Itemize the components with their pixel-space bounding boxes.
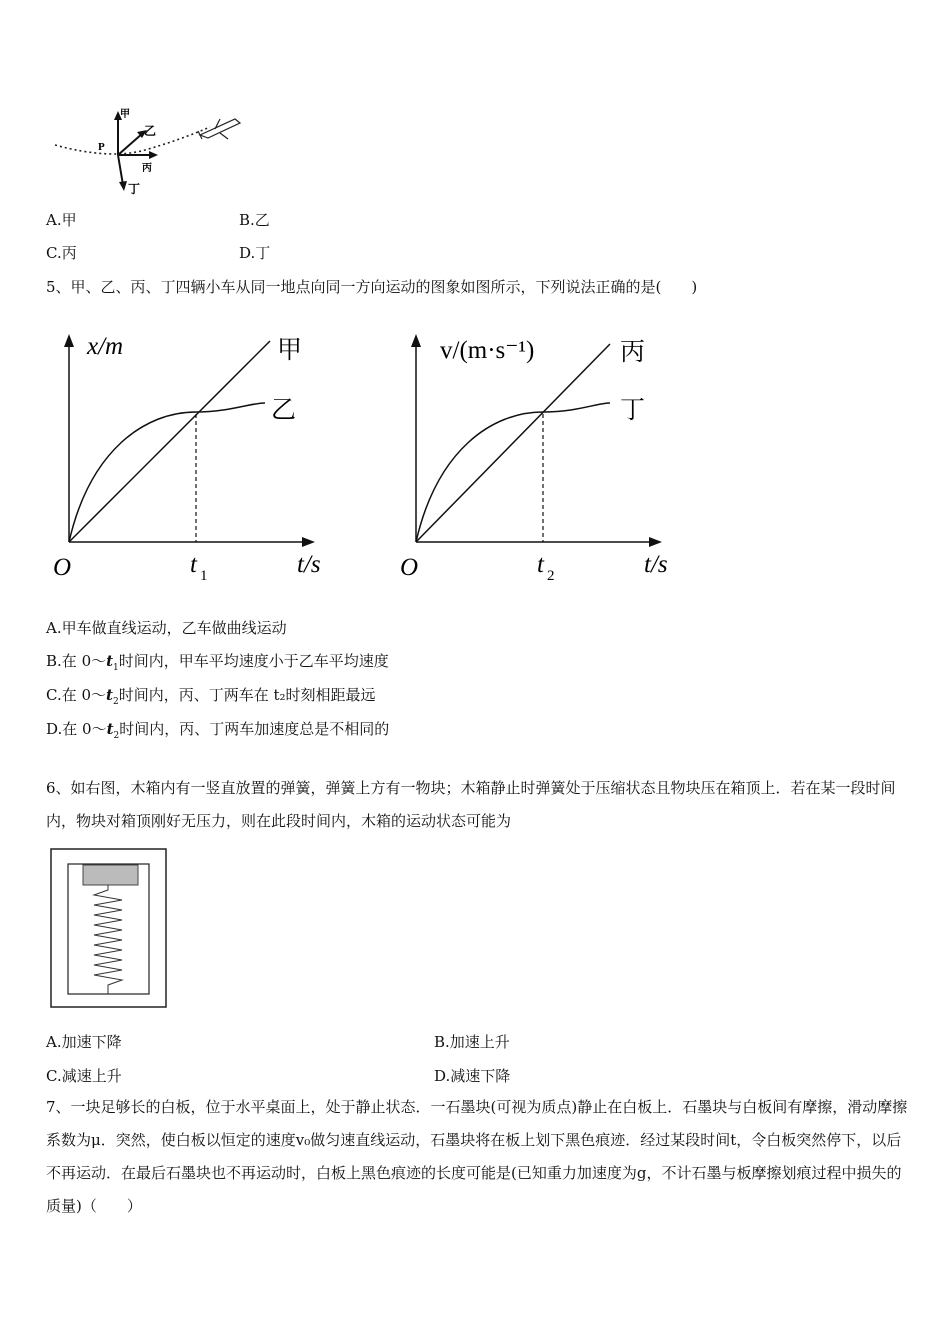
svg-text:t: t — [537, 551, 544, 578]
trajectory-curve — [55, 127, 210, 154]
svg-text:t: t — [190, 551, 197, 578]
svg-text:丙: 丙 — [142, 163, 152, 174]
q5-graph-vt — [392, 330, 692, 590]
q7-stem: 7、一块足够长的白板，位于水平桌面上，处于静止状态．一石墨块(可视为质点)静止在白板上．石墨块与白板间有摩擦，滑动摩擦系数为μ．突然，使白板以恒定的速度v₀做匀速直线运动，石墨块将在板上划下黑色痕迹．经过某段时间t，令白板突然停下，以后不再运动．在最后石墨块也不再运动时，白板上黑色痕迹的长度可能是(已知重力加速度为g，不计石墨与板摩擦划痕过程中损失的质量)（ ） — [46, 1098, 908, 1215]
q6-box-spring-figure — [50, 848, 168, 1010]
block — [83, 865, 138, 885]
svg-text:丙: 丙 — [620, 339, 646, 366]
q4-option-c[interactable]: C.丙 — [46, 244, 77, 262]
svg-text:2: 2 — [547, 568, 555, 584]
aircraft-icon — [198, 119, 240, 139]
spring — [94, 885, 122, 994]
q4-option-a[interactable]: A.甲 — [46, 211, 77, 229]
q4-option-b[interactable]: B.乙 — [239, 211, 270, 229]
svg-text:甲: 甲 — [277, 337, 303, 364]
q6-option-b[interactable]: B.加速上升 — [434, 1033, 510, 1051]
svg-text:甲: 甲 — [120, 109, 130, 120]
curve-yi — [69, 403, 265, 542]
svg-text:v/(m·s⁻¹): v/(m·s⁻¹) — [440, 337, 535, 364]
svg-text:t/s: t/s — [644, 551, 668, 578]
line-bing — [416, 344, 610, 542]
q5-option-a[interactable]: A.甲车做直线运动，乙车做曲线运动 — [46, 619, 287, 637]
svg-text:t/s: t/s — [297, 551, 321, 578]
svg-text:x/m: x/m — [87, 333, 124, 360]
q4-option-d[interactable]: D.丁 — [239, 244, 271, 262]
q6-option-d[interactable]: D.减速下降 — [434, 1067, 511, 1085]
svg-text:1: 1 — [200, 568, 208, 584]
q6-option-c[interactable]: C.减速上升 — [46, 1067, 122, 1085]
svg-text:丁: 丁 — [620, 397, 646, 424]
q5-option-c[interactable]: C.在 $0\sim t_2$时间内，丙、丁两车在 t₂时刻相距最远 — [46, 686, 376, 707]
svg-text:O: O — [400, 554, 419, 581]
q5-option-d[interactable]: D.在 $0\sim t_2$时间内，丙、丁两车加速度总是不相同的 — [46, 720, 390, 741]
svg-text:乙: 乙 — [144, 124, 157, 138]
q5-stem: 5、甲、乙、丙、丁四辆小车从同一地点向同一方向运动的图象如图所示，下列说法正确的是( ) — [46, 278, 698, 296]
arrow-ding — [118, 155, 123, 185]
q6-option-a[interactable]: A.加速下降 — [46, 1033, 122, 1051]
svg-text:乙: 乙 — [271, 397, 297, 424]
svg-text:丁: 丁 — [128, 182, 141, 196]
q5-option-b[interactable]: B.在 $0\sim t_1$时间内，甲车平均速度小于乙车平均速度 — [46, 652, 389, 673]
q4-trajectory-figure — [50, 105, 250, 200]
curve-ding — [416, 403, 610, 542]
svg-text:O: O — [53, 554, 72, 581]
svg-text:P: P — [98, 141, 105, 153]
q5-graph-xt — [45, 330, 345, 590]
q6-stem: 6、如右图，木箱内有一竖直放置的弹簧，弹簧上方有一物块；木箱静止时弹簧处于压缩状态且物块压在箱顶上．若在某一段时间内，物块对箱顶刚好无压力，则在此段时间内，木箱的运动状态可能为 — [46, 779, 896, 830]
line-jia — [69, 341, 270, 542]
arrow-yi — [118, 133, 143, 155]
